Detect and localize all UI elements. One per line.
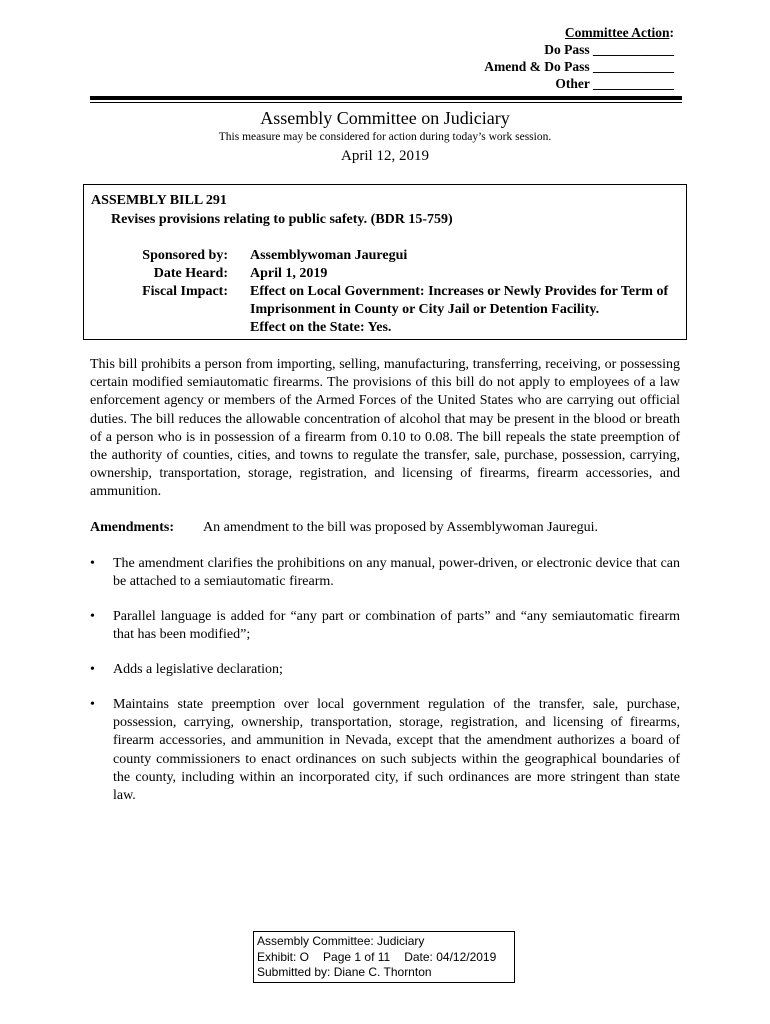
hearing-date: April 12, 2019 (341, 148, 429, 164)
header-rule-thick (90, 96, 682, 100)
amendments-label: Amendments: (90, 520, 174, 535)
exhibit-id: Exhibit: O (257, 949, 310, 964)
bill-summary: This bill prohibits a person from importing, selling, manufacturing, transferring, receiving, or possessing certain modified semiautomatic firearms. The provisions of this bill do not apply to employees of a law enforcement agency or members of the Armed Forces of the United States who are carrying out official duties. The bill reduces the allowable concentration of alcohol that may be present in the blood or breath of a person who is in possession of a firearm from 0.10 to 0.08. The bill repeals the state preemption of the authority of counties, cities, and towns to regulate the transfer, sale, purchase, possession, carrying, ownership, transportation, storage, registration, and licensing of firearms, firearm accessories, and ammunition. (90, 357, 680, 500)
fiscal-impact-label: Fiscal Impact: (142, 284, 228, 299)
date-heard-value: April 1, 2019 (250, 266, 328, 281)
amendment-item-text: Parallel language is added for “any part or combination of parts” and “any semiautomatic firearm that has been modified”; (113, 609, 680, 643)
bill-number: ASSEMBLY BILL 291 (91, 193, 227, 208)
bill-info-box (83, 184, 687, 340)
committee-title: Assembly Committee on Judiciary (260, 108, 510, 128)
bullet-icon: • (90, 556, 95, 571)
exhibit-page: Page 1 of 11 (323, 949, 391, 964)
committee-action-heading: Committee Action: (564, 25, 674, 40)
exhibit-committee: Assembly Committee: Judiciary (257, 934, 425, 948)
bill-subject: Revises provisions relating to public safety. (BDR 15-759) (111, 212, 453, 227)
local-government-impact: Effect on Local Government: Increases or Newly Provides for Term of Imprisonment in County or City Jail or Detention Facility. (250, 284, 669, 317)
exhibit-submitted-by: Submitted by: Diane C. Thornton (257, 965, 432, 979)
amendments-intro-text: An amendment to the bill was proposed by Assemblywoman Jauregui. (203, 520, 599, 535)
do-pass-line: Do Pass ____________ (544, 42, 674, 57)
work-session-note: This measure may be considered for action during today’s work session. (218, 131, 552, 143)
amendment-item-text: Adds a legislative declaration; (113, 662, 283, 677)
bullet-icon: • (90, 662, 95, 677)
committee-action-block (484, 24, 674, 92)
sponsored-by-label: Sponsored by: (142, 248, 228, 263)
sponsor-value: Assemblywoman Jauregui (250, 248, 408, 263)
date-heard-label: Date Heard: (153, 266, 228, 281)
amendment-item-text: The amendment clarifies the prohibitions on any manual, power-driven, or electronic device that can be attached to a semiautomatic firearm. (113, 556, 680, 590)
exhibit-details (257, 950, 511, 966)
bullet-icon: • (90, 697, 95, 712)
bill-meta-labels (84, 247, 228, 301)
amend-do-pass-line: Amend & Do Pass ____________ (484, 59, 674, 74)
other-line: Other ____________ (555, 76, 674, 91)
bullet-icon: • (90, 609, 95, 624)
exhibit-stamp (253, 931, 515, 983)
header-rule-thin (90, 102, 682, 103)
amendments-intro (90, 519, 680, 537)
state-impact: Effect on the State: Yes. (250, 320, 392, 335)
exhibit-date: Date: 04/12/2019 (404, 949, 497, 964)
amendment-item-text: Maintains state preemption over local government regulation of the transfer, sale, purchase, possession, carrying, ownership, transportation, storage, registration, and licensing of firearms, firearm accessories, and ammunition in Nevada, except that the amendment authorizes a board of county commissioners to enact ordinances on such subjects within the geographical boundaries of the county, including within an incorporated city, if such ordinances are more stringent than state law. (113, 697, 680, 804)
bill-meta-values (250, 247, 682, 337)
